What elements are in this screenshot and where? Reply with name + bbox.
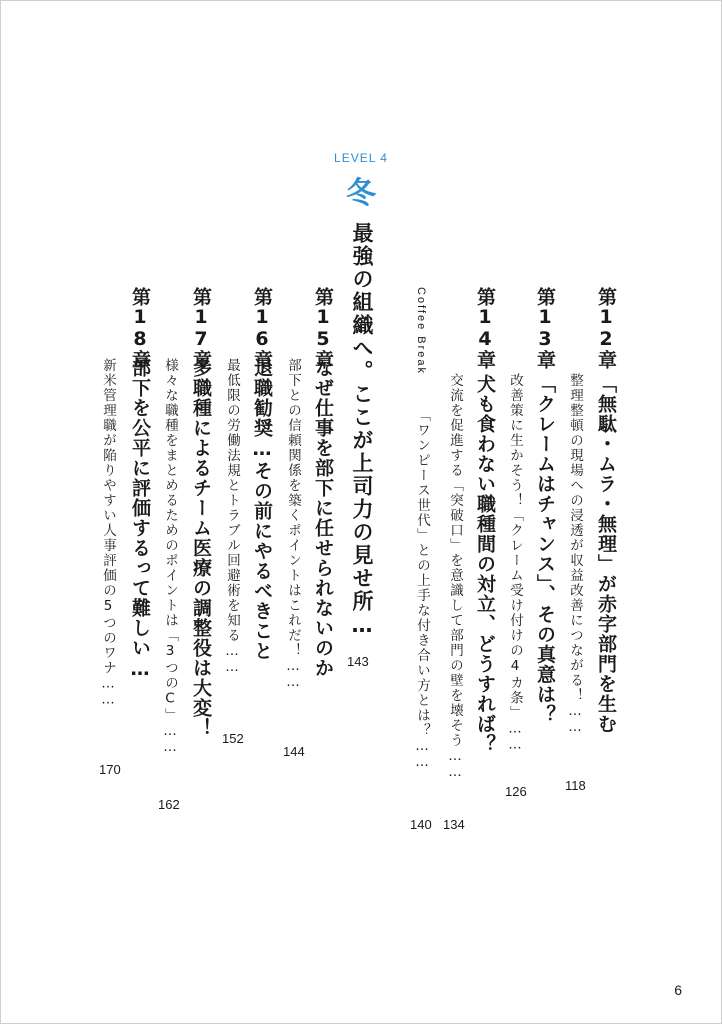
folio: 6: [674, 982, 682, 998]
page-number: 144: [283, 744, 305, 759]
chapter-subtitle: 最低限の労働法規とトラブル回避術を知る……: [224, 358, 240, 675]
chapter-subtitle: 部下との信頼関係を築くポイントはこれだ！……: [285, 358, 301, 690]
page-number: 152: [222, 731, 244, 746]
chapter-number: 第13章: [534, 287, 556, 369]
section-main-title[interactable]: 最強の組織へ。ここが上司力の見せ所…: [350, 222, 374, 637]
chapter-title[interactable]: 犬も食わない職種間の対立、どうすれば？: [474, 374, 496, 754]
chapter-number: 第16章: [251, 287, 273, 369]
chapter-number: 第18章: [129, 287, 151, 369]
page-number: 118: [565, 778, 586, 793]
coffee-break-title[interactable]: 「ワンピース世代」との上手な付き合い方とは？……: [414, 408, 430, 770]
page-number: 170: [99, 762, 121, 777]
chapter-subtitle: 整理整頓の現場への浸透が収益改善につながる！……: [567, 373, 583, 735]
chapter-subtitle: 改善策に生かそう！「クレーム受け付けの4カ条」……: [507, 373, 523, 753]
chapter-number: 第17章: [190, 287, 212, 369]
chapter-subtitle: 交流を促進する「突破口」を意識して部門の壁を壊そう……: [447, 373, 463, 780]
level-label: LEVEL 4: [334, 151, 388, 165]
page-number: 162: [158, 797, 180, 812]
coffee-break-label: Coffee Break: [415, 287, 427, 376]
chapter-number: 第14章: [474, 287, 496, 369]
chapter-title[interactable]: 「無駄・ムラ・無理」が赤字部門を生む: [595, 374, 617, 734]
page-number: 143: [347, 654, 369, 669]
page-number: 140: [410, 817, 432, 832]
chapter-title[interactable]: なぜ仕事を部下に任せられないのか: [312, 358, 334, 678]
chapter-title[interactable]: 「クレームはチャンス」、その真意は？: [534, 374, 556, 725]
season-title: 冬: [346, 176, 376, 211]
chapter-subtitle: 様々な職種をまとめるためのポイントは「3つのC」……: [162, 358, 178, 755]
page-number: 126: [505, 784, 527, 799]
chapter-title[interactable]: 部下を公平に評価するって難しい…: [129, 358, 151, 681]
chapter-title[interactable]: 多職種によるチーム医療の調整役は大変！: [190, 358, 212, 738]
chapter-number: 第15章: [312, 287, 334, 369]
chapter-subtitle: 新米管理職が陥りやすい人事評価の5つのワナ……: [100, 358, 116, 708]
chapter-title[interactable]: 退職勧奨…その前にやるべきこと: [251, 358, 273, 661]
chapter-number: 第12章: [595, 287, 617, 369]
page-number: 134: [443, 817, 465, 832]
